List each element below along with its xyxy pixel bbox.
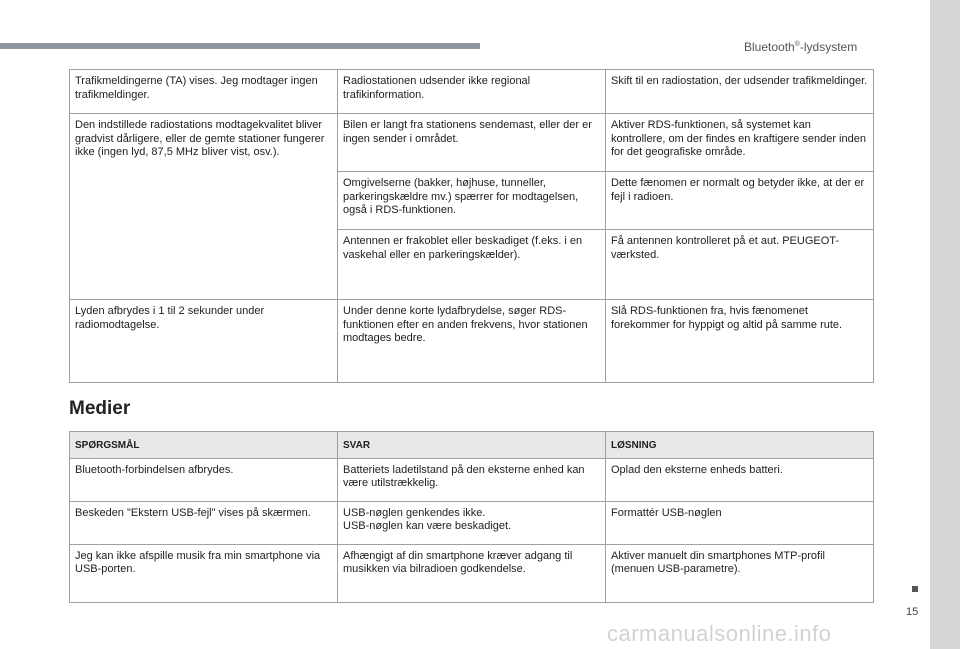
- column-header: SVAR: [338, 432, 606, 459]
- table-cell: Slå RDS-funktionen fra, hvis fænomenet forekommer for hyppigt og altid på samme rute.: [606, 300, 874, 383]
- table-cell: Trafikmeldingerne (TA) vises. Jeg modtager ingen trafikmeldinger.: [70, 70, 338, 114]
- media-troubleshoot-table: [69, 431, 874, 603]
- table-row: [70, 544, 874, 602]
- header-title-text: Bluetooth: [744, 40, 795, 54]
- side-strip: [930, 0, 960, 649]
- table-row: [70, 114, 874, 172]
- table-cell: Formattér USB-nøglen: [606, 501, 874, 544]
- table-cell: USB-nøglen genkendes ikke. USB-nøglen kan være beskadiget.: [338, 501, 606, 544]
- table-cell: Beskeden "Ekstern USB-fejl" vises på skærmen.: [70, 501, 338, 544]
- table-cell: Antennen er frakoblet eller beskadiget (f.eks. i en vaskehal eller en parkeringskælder).: [338, 230, 606, 300]
- header-title-suffix: -lydsystem: [799, 40, 858, 54]
- watermark: carmanualsonline.info: [607, 621, 832, 646]
- table-cell: Oplad den eksterne enheds batteri.: [606, 458, 874, 501]
- table-row: [70, 458, 874, 501]
- page-header-title: [744, 40, 857, 54]
- table-cell: Dette fænomen er normalt og betyder ikke, at der er fejl i radioen.: [606, 172, 874, 230]
- table-row: [70, 70, 874, 114]
- table-cell: Afhængigt af din smartphone kræver adgang til musikken via bilradioen godkendelse.: [338, 544, 606, 602]
- table-cell: Omgivelserne (bakker, højhuse, tunneller, parkeringskældre mv.) spærrer for modtagelsen, også i RDS-funktionen.: [338, 172, 606, 230]
- table-cell: Aktiver manuelt din smartphones MTP-profil (menuen USB-parametre).: [606, 544, 874, 602]
- table-cell: Under denne korte lydafbrydelse, søger RDS-funktionen efter en anden frekvens, hvor stationen modtages bedre.: [338, 300, 606, 383]
- table-cell: Bluetooth-forbindelsen afbrydes.: [70, 458, 338, 501]
- table-cell: Bilen er langt fra stationens sendemast, eller der er ingen sender i området.: [338, 114, 606, 172]
- table-cell: Aktiver RDS-funktionen, så systemet kan kontrollere, om der findes en kraftigere sender inden for det geografiske område.: [606, 114, 874, 172]
- table-cell: Lyden afbrydes i 1 til 2 sekunder under radiomodtagelse.: [70, 300, 338, 383]
- page-number: 15: [906, 606, 919, 618]
- table-header-row: [70, 432, 874, 459]
- table-cell: Få antennen kontrolleret på et aut. PEUGEOT-værksted.: [606, 230, 874, 300]
- column-header: SPØRGSMÅL: [70, 432, 338, 459]
- table-row: [70, 501, 874, 544]
- radio-troubleshoot-table: [69, 69, 874, 383]
- column-header: LØSNING: [606, 432, 874, 459]
- table-cell: Jeg kan ikke afspille musik fra min smartphone via USB-porten.: [70, 544, 338, 602]
- table-row: [70, 300, 874, 383]
- page-marker: [912, 586, 918, 592]
- registered-mark: ®: [794, 41, 800, 48]
- table-cell: Batteriets ladetilstand på den eksterne enhed kan være utilstrækkelig.: [338, 458, 606, 501]
- table-cell: Den indstillede radiostations modtagekvalitet bliver gradvist dårligere, eller de gemte stationer fungerer ikke (ingen lyd, 87,5 MHz bliver vist, osv.).: [70, 114, 338, 300]
- table-cell: Skift til en radiostation, der udsender trafikmeldinger.: [606, 70, 874, 114]
- table-cell: Radiostationen udsender ikke regional trafikinformation.: [338, 70, 606, 114]
- section-title: Medier: [69, 398, 131, 419]
- header-rule: [0, 43, 480, 49]
